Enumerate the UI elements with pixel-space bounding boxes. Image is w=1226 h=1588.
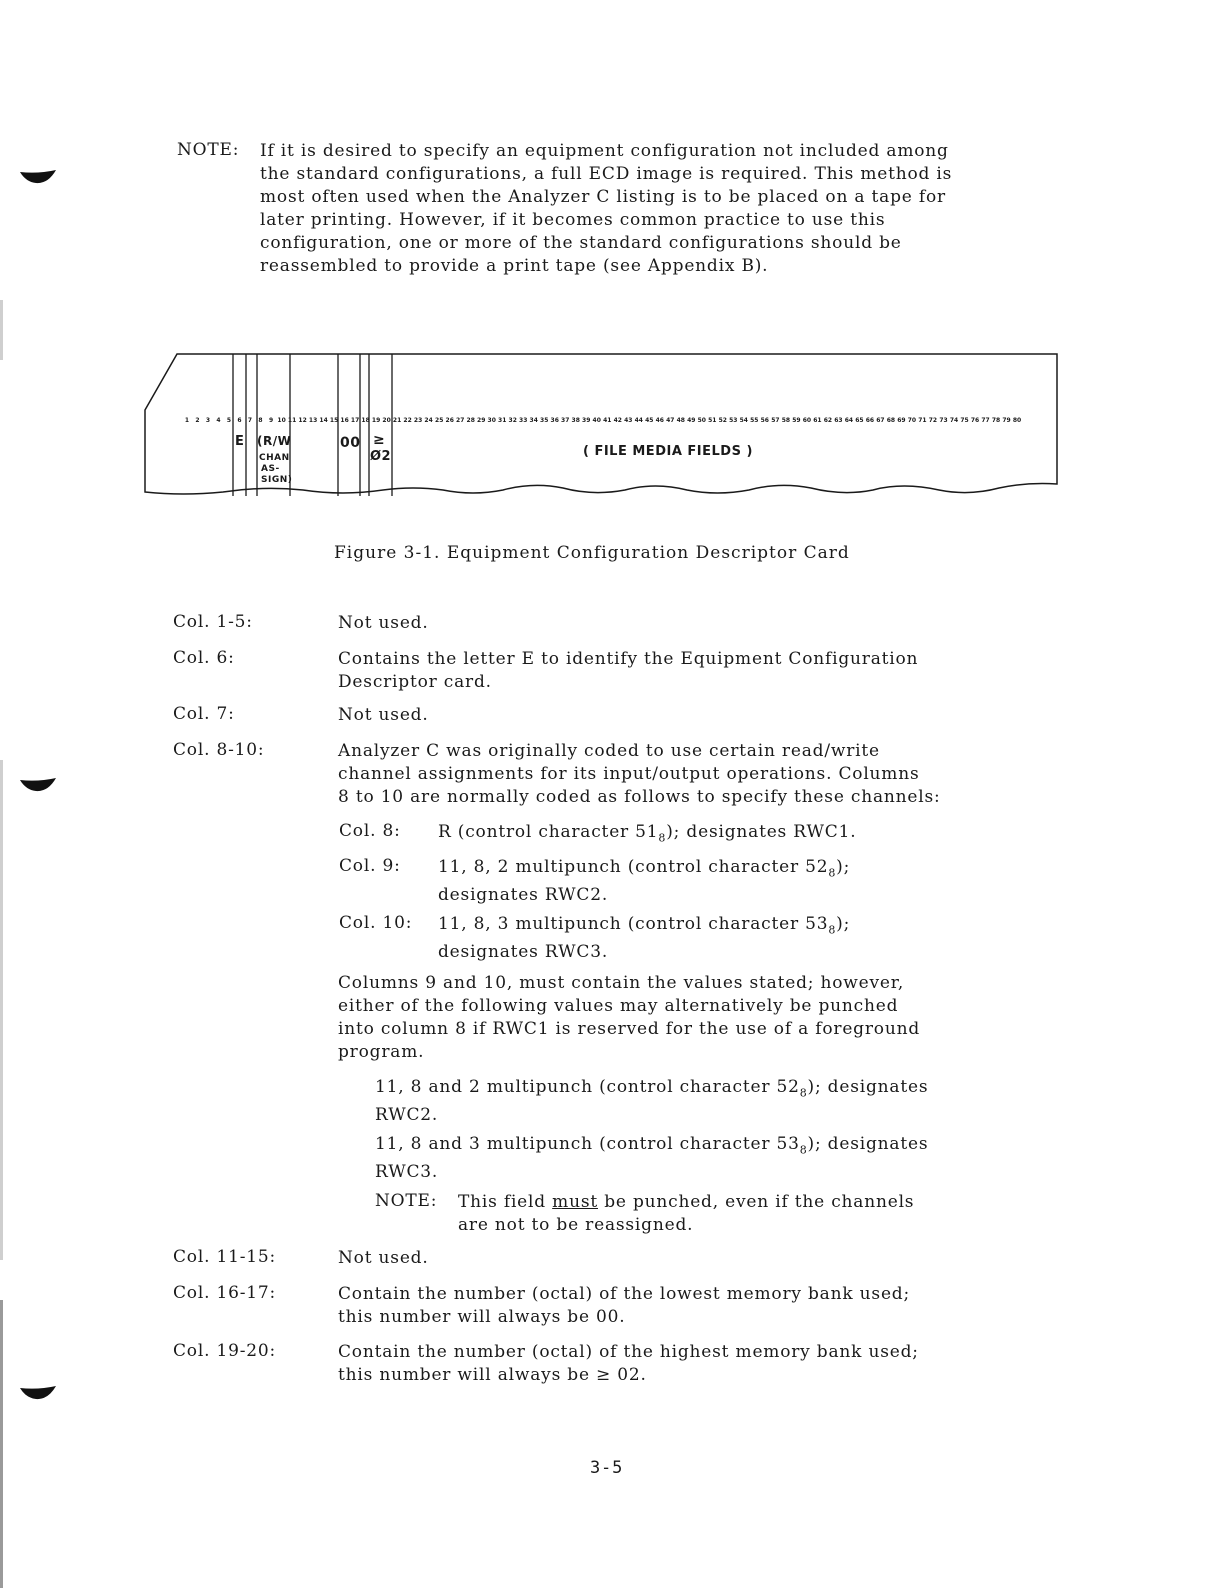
card-column-number: 34 (529, 417, 538, 424)
card-column-number: 73 (939, 417, 948, 424)
card-column-number: 79 (1002, 417, 1011, 424)
card-column-number: 13 (308, 417, 318, 424)
col-6-label: Col. 6: (173, 648, 235, 668)
card-column-number: 72 (928, 417, 938, 424)
subcol-9-label: Col. 9: (339, 856, 401, 876)
card-column-number: 42 (613, 417, 622, 424)
col-6-text: Contains the letter E to identify the Equipment Configuration Descriptor card. (338, 649, 919, 692)
card-column-number: 70 (907, 417, 917, 424)
card-column-number: 80 (1012, 417, 1022, 424)
card-column-number: 64 (844, 417, 854, 424)
card-column-number: 57 (771, 417, 780, 424)
alt-value-rwc3: 11, 8 and 3 multipunch (control character $53_8$); designates RWC3. (375, 1134, 929, 1183)
col-8-10-text: Analyzer C was originally coded to use certain read/write channel assignments for its input/output operations. Columns 8 to 10 are normally coded as follows to specify these channels: (338, 741, 941, 807)
card-column-number: 76 (970, 417, 980, 424)
card-column-number: 65 (855, 417, 864, 424)
card-column-number: 1 (184, 417, 190, 424)
col-1-5-label: Col. 1-5: (173, 612, 253, 632)
card-column-number: 52 (718, 417, 727, 424)
card-column-number: 31 (498, 417, 507, 424)
card-column-number: 5 (226, 417, 232, 424)
card-column-number: 19 (371, 417, 381, 424)
card-column-number: 63 (834, 417, 843, 424)
col-1-5-text: Not used. (338, 613, 429, 633)
subcol-10-text: 11, 8, 3 multipunch (control character $53_8$); designates RWC3. (438, 914, 851, 963)
figure-caption: Figure 3-1. Equipment Configuration Descriptor Card (334, 543, 850, 563)
card-column-number: 50 (697, 417, 706, 424)
card-column-number: 58 (781, 417, 791, 424)
card-column-number: 12 (298, 417, 307, 424)
card-column-number: 20 (382, 417, 391, 424)
alt-value-rwc2: 11, 8 and 2 multipunch (control character $52_8$); designates RWC2. (375, 1077, 929, 1126)
card-column-number: 62 (823, 417, 833, 424)
card-column-number: 16 (340, 417, 349, 424)
card-column-number: 36 (550, 417, 559, 424)
card-column-number: 33 (519, 417, 528, 424)
note-label: NOTE: (177, 140, 240, 160)
scan-edge (0, 760, 3, 1260)
col-19-20-label: Col. 19-20: (173, 1341, 277, 1361)
binder-hole-icon (20, 1386, 56, 1400)
card-column-number: 61 (813, 417, 822, 424)
scan-edge (0, 1300, 3, 1588)
card-column-number: 26 (445, 417, 454, 424)
card-column-number: 27 (456, 417, 465, 424)
binder-hole-icon (20, 170, 56, 184)
field-lowest-bank: 00 (340, 435, 361, 451)
card-column-number: 14 (319, 417, 328, 424)
field-rw-line1: (R/W (257, 434, 292, 448)
card-column-number: 74 (949, 417, 959, 424)
card-column-number: 6 (237, 417, 242, 424)
field-file-media: ( FILE MEDIA FIELDS ) (583, 444, 753, 459)
card-column-number: 77 (981, 417, 990, 424)
card-column-number: 3 (205, 417, 211, 424)
col-16-17-label: Col. 16-17: (173, 1283, 277, 1303)
card-column-number: 30 (487, 417, 496, 424)
card-column-number: 7 (247, 417, 253, 424)
card-column-number: 56 (760, 417, 769, 424)
card-column-number: 75 (960, 417, 969, 424)
column-number-row (185, 417, 1021, 424)
binder-hole-icon (20, 778, 56, 792)
card-column-number: 28 (466, 417, 475, 424)
card-column-number: 10 (277, 417, 286, 424)
subcol-8-label: Col. 8: (339, 821, 401, 841)
card-column-number: 2 (195, 417, 200, 424)
card-column-number: 51 (708, 417, 717, 424)
card-column-number: 29 (477, 417, 486, 424)
card-column-number: 21 (392, 417, 402, 424)
col-7-text: Not used. (338, 705, 429, 725)
card-column-number: 39 (582, 417, 591, 424)
card-column-number: 49 (687, 417, 696, 424)
card-column-number: 44 (634, 417, 643, 424)
card-column-number: 37 (561, 417, 570, 424)
col-8-10-label: Col. 8-10: (173, 740, 265, 760)
subcol-8-text: R (control character $51_8$); designates RWC1. (438, 822, 857, 845)
card-column-number: 78 (991, 417, 1001, 424)
col-19-20-text: Contain the number (octal) of the highest memory bank used; this number will always be ≥ 02. (338, 1342, 919, 1385)
card-column-number: 60 (802, 417, 812, 424)
scan-edge (0, 300, 3, 360)
card-column-number: 41 (603, 417, 612, 424)
card-column-number: 45 (645, 417, 654, 424)
card-column-number: 47 (666, 417, 675, 424)
card-column-number: 59 (792, 417, 801, 424)
card-column-number: 9 (269, 417, 274, 424)
col-11-15-text: Not used. (338, 1248, 429, 1268)
card-column-number: 25 (435, 417, 444, 424)
col-7-label: Col. 7: (173, 704, 235, 724)
subcol-9-text: 11, 8, 2 multipunch (control character $52_8$); designates RWC2. (438, 857, 851, 906)
field-highest-bank-value: Ø2 (370, 449, 392, 464)
card-column-number: 17 (350, 417, 360, 424)
field-note-text: This field must be punched, even if the channels are not to be reassigned. (458, 1192, 915, 1235)
card-column-number: 22 (403, 417, 412, 424)
page-number: 3-5 (590, 1458, 624, 1478)
card-column-number: 53 (729, 417, 738, 424)
field-highest-bank-symbol: ≥ (373, 432, 386, 448)
card-column-number: 40 (592, 417, 601, 424)
col-16-17-text: Contain the number (octal) of the lowest memory bank used; this number will always be 00. (338, 1284, 911, 1327)
field-note-label: NOTE: (375, 1191, 438, 1211)
card-column-number: 8 (258, 417, 263, 424)
card-column-number: 69 (897, 417, 906, 424)
card-column-number: 32 (508, 417, 517, 424)
card-column-number: 67 (876, 417, 885, 424)
card-column-number: 23 (413, 417, 423, 424)
card-outline (145, 354, 1057, 494)
col-11-15-label: Col. 11-15: (173, 1247, 277, 1267)
ecd-card-figure (143, 350, 1063, 515)
field-rw-line2: CHAN (259, 453, 290, 463)
card-column-number: 66 (865, 417, 875, 424)
card-column-number: 4 (216, 417, 221, 424)
field-rw-line3: AS- (261, 464, 280, 474)
card-column-number: 48 (676, 417, 685, 424)
card-column-number: 38 (571, 417, 580, 424)
card-column-number: 68 (886, 417, 896, 424)
card-column-number: 24 (424, 417, 433, 424)
card-column-number: 18 (361, 417, 370, 424)
field-e: E (235, 434, 245, 449)
card-column-number: 15 (329, 417, 339, 424)
card-column-number: 11 (287, 417, 297, 424)
note-text: If it is desired to specify an equipment configuration not included among the standard configurations, a full ECD image is required. This method is most often used when the Analyzer C listing is to be placed on a tape for later printing. However, if it becomes common practice to use this configuration, one or more of the standard configurations should be reassembled to provide a print tape (see Appendix B). (260, 141, 953, 276)
card-column-number: 54 (739, 417, 748, 424)
columns-note-paragraph: Columns 9 and 10, must contain the values stated; however, either of the following values may alternatively be punched into column 8 if RWC1 is reserved for the use of a foreground program. (338, 973, 921, 1062)
card-column-number: 71 (918, 417, 927, 424)
card-column-number: 35 (540, 417, 549, 424)
field-rw-line4: SIGN) (261, 475, 293, 485)
card-column-number: 43 (624, 417, 633, 424)
card-column-number: 55 (750, 417, 759, 424)
subcol-10-label: Col. 10: (339, 913, 413, 933)
card-column-number: 46 (655, 417, 664, 424)
